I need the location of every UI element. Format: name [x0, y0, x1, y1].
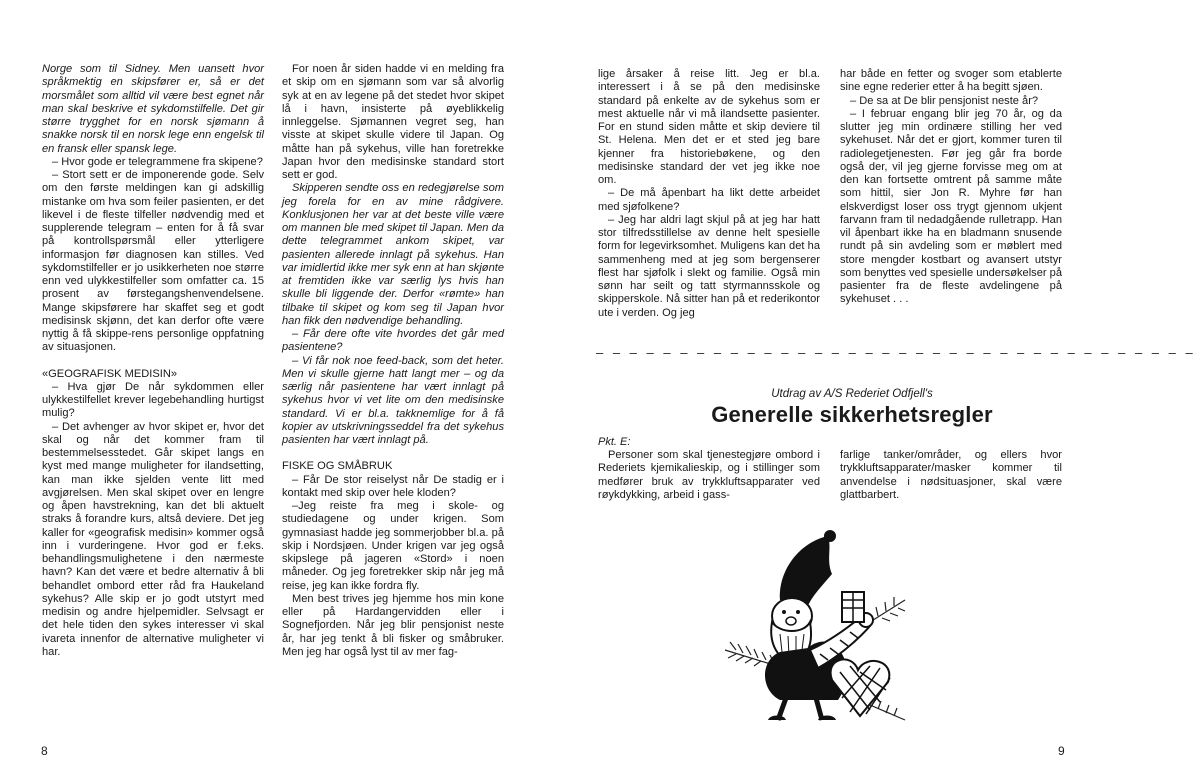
- paragraph: – De sa at De blir pensjonist neste år?: [850, 94, 1039, 107]
- paragraph: Skipperen sendte oss en redegjørelse som jeg forela for en av mine rådgivere. Konklusjonen her var at det beste ville være om mannen ble med skipet til Japan. Men da dette telegrammet ankom skipet, var pasienten allerede innlagt på sykehus. Han var imidlertid ikke mer syk enn at han skjønte at fremtiden ikke var særlig lys hvis han skulle bli liggende der. Derfor «rømte» han tilbake til skipet og kom seg til Japan hvor han fikk den nødvendige behandling.: [282, 182, 504, 327]
- paragraph: Men best trives jeg hjemme hos min kone eller på Hardangervidden eller i Sognefjorden. Når jeg blir pensjonist neste år, har jeg tenkt å bli fisker og småbruker. Men jeg har også lyst til av mer fag-: [282, 592, 504, 658]
- page-number-right: 9: [1058, 744, 1065, 758]
- section-label: Pkt. E:: [598, 436, 631, 448]
- paragraph: – Stort sett er de imponerende gode. Selv om den første meldingen kan gi adskillig mistanke om hva som feiler pasienten, er det likevel i de fleste tilfeller nødvendig med et supplerende telegram – enten for å få svar på kontrollspørsmål eller ytterligere informasjon før diagnosen kan stilles. Ved sykdomstilfeller er jo usikkerheten noe større enn ved ulykkestilfeller som omfatter ca. 15 prosent av førstegangshenvendelsene. Mange skipsførere har skaffet seg et godt medisinsk skjønn, det kan derfor ofte være nyttig å få skippe-rens personlige oppfatning av situasjonen.: [42, 169, 264, 354]
- left-page-column-2: [282, 63, 504, 659]
- section-title: Generelle sikkerhetsregler: [711, 402, 993, 427]
- paragraph: – Jeg har aldri lagt skjul på at jeg har hatt stor tilfredsstillelse av denne helt spesielle form for legevirksomhet. Muligens kan det ha sammenheng med at jeg som bergenserer flest har sjøfolk i slekt og familie. Også min sønn har seilt og tatt styrmannsskole og skipperskole. Nå sitter han på et rederikontor ute i verden. Og jeg: [598, 213, 820, 319]
- section-heading: «GEOGRAFISK MEDISIN»: [42, 367, 178, 380]
- rules-text-1: Personer som skal tjenestegjøre ombord i Rederiets kjemikalieskip, og i stillinger som medfører bruk av trykkluftsapparater ved røykdykking, arbeid i gass-: [598, 449, 820, 501]
- section-heading: FISKE OG SMÅBRUK: [282, 460, 393, 473]
- page-number-left: 8: [41, 744, 48, 758]
- paragraph: –Jeg reiste fra meg i skole- og studiedagene og under krigen. Som gymnasiast hadde jeg sommerjobber bl.a. på skip i Nordsjøen. Under krigen var jeg også skipslege på jageren «Stord» i noen måneder. Og jeg foretrekker skip når jeg må reise, jeg kan ikke fordra fly.: [282, 500, 504, 592]
- paragraph: For noen år siden hadde vi en melding fra et skip om en sjømann som var så alvorlig syk at en av legene på det stedet hvor skipet lå i havn, insisterte på øyeblikkelig innleggelse. Sjømannen vegret seg, han visste at skipet skulle videre til Japan. Og måtte han på sykehus, ville han foretrekke Japan hvor den medisinske standard stort sett er god.: [282, 63, 504, 181]
- paragraph: har både en fetter og svoger som etablerte sine egne rederier etter å ha begitt sjøen.: [840, 68, 1062, 94]
- christmas-elf-illustration: [720, 530, 910, 730]
- paragraph: – Hva gjør De når sykdommen eller ulykkestilfellet krever legebehandling hurtigst mulig?: [42, 380, 264, 420]
- paragraph: – Får De stor reiselyst når De stadig er i kontakt med skip over hele kloden?: [282, 473, 504, 499]
- paragraph: – Det avhenger av hvor skipet er, hvor det skal og når det kommer fram til bestemmelsesstedet. Går skipet langs en kyst med mange muligheter for ilandsetting, kan man ikke sjelden vente litt med avgjørelsen. Men skal skipet over en lengre og åpen havstrekning, kan det bli aktuelt straks å forandre kurs, altså deviere. Det jeg kaller for «geografisk medisin» kommer også inn i vurderingene. Hvor god er f.eks. behandlingsmulighetene i den nærmeste havn? Kan det være et bedre alternativ å bli behandlet ombord etter råd fra Haukeland sykehus? Alle skip er jo godt utstyrt med medisin og andre hjelpemidler. Selvsagt er det hele tiden den sykes interesser vi skal ivareta innenfor de alternative muligheter vi har.: [42, 420, 264, 658]
- paragraph: – Hvor gode er telegrammene fra skipene?: [52, 155, 263, 168]
- paragraph: – Vi får nok noe feed-back, som det heter. Men vi skulle gjerne hatt langt mer – og da særlig når pasientene har vært innlagt på sykehus hvor vi vet lite om den medisinske standard. Vi er bl.a. takknemlige for å få kopier av utskrivningsseddel fra det sykehus pasienten har vært innlagt på.: [282, 354, 504, 446]
- left-page-column-1: [42, 63, 264, 659]
- rules-text-2: farlige tanker/områder, og ellers hvor trykkluftsapparater/masker kommer til anvendelse i nødsituasjoner, skal være glattbarbert.: [840, 449, 1062, 501]
- paragraph: – I februar engang blir jeg 70 år, og da slutter jeg min ordinære stilling her ved sykehuset. Når det er gjort, kommer turen til radiolegetjenesten. Før jeg går fra borde også der, vil jeg gjerne forvisse meg om at den kan fortsette omtrent på samme måte som hittil, sier Jon R. Myhre før han elskverdigst loser oss trygt gjennom ukjent farvann fram til nedadgående rulletrapp. Han vil åpenbart ikke ha en bladmann snusende rundt på sin avdeling som er møblert med store mengder kostbart og avansert utstyr som benyttes ved spesielle undersøkelser på pasienter fra de fleste avdelingene på sykehuset . . .: [840, 107, 1062, 306]
- right-page-column-1: [598, 68, 820, 320]
- rules-column-1: [598, 449, 820, 502]
- right-page: [552, 0, 1196, 781]
- paragraph: Norge som til Sidney. Men uansett hvor språkmektig en skipsfører er, så er det morsmålet som alltid vil være best egnet når man skal beskrive et sykdomstilfelle. Det gir større trygghet for en norsk sjømann å snakke norsk til en norsk lege enn engelsk til en fransk eller spansk lege.: [42, 63, 264, 155]
- section-subtitle: Utdrag av A/S Rederiet Odfjell's: [771, 388, 933, 400]
- paragraph: – Får dere ofte vite hvordes det går med pasientene?: [282, 328, 504, 354]
- section-divider: – – – – – – – – – – – – – – – – – – – – – – – – – – – – – – – – – – – –: [596, 345, 1196, 360]
- paragraph: lige årsaker å reise litt. Jeg er bl.a. interessert i å se på den medisinske standard på enkelte av de sykehus som er mest aktuelle når vi må ilandsette pasienter. For en stund siden måtte et skip deviere til St. Helena. Men det er et sted jeg bare kjenner fra historiebøkene, og den medisinske standard der vet jeg ikke noe om.: [598, 68, 820, 186]
- paragraph: – De må åpenbart ha likt dette arbeidet med sjøfolkene?: [598, 187, 820, 213]
- right-page-column-2: [840, 68, 1062, 307]
- rules-column-2: [840, 449, 1062, 502]
- left-page: [0, 0, 548, 781]
